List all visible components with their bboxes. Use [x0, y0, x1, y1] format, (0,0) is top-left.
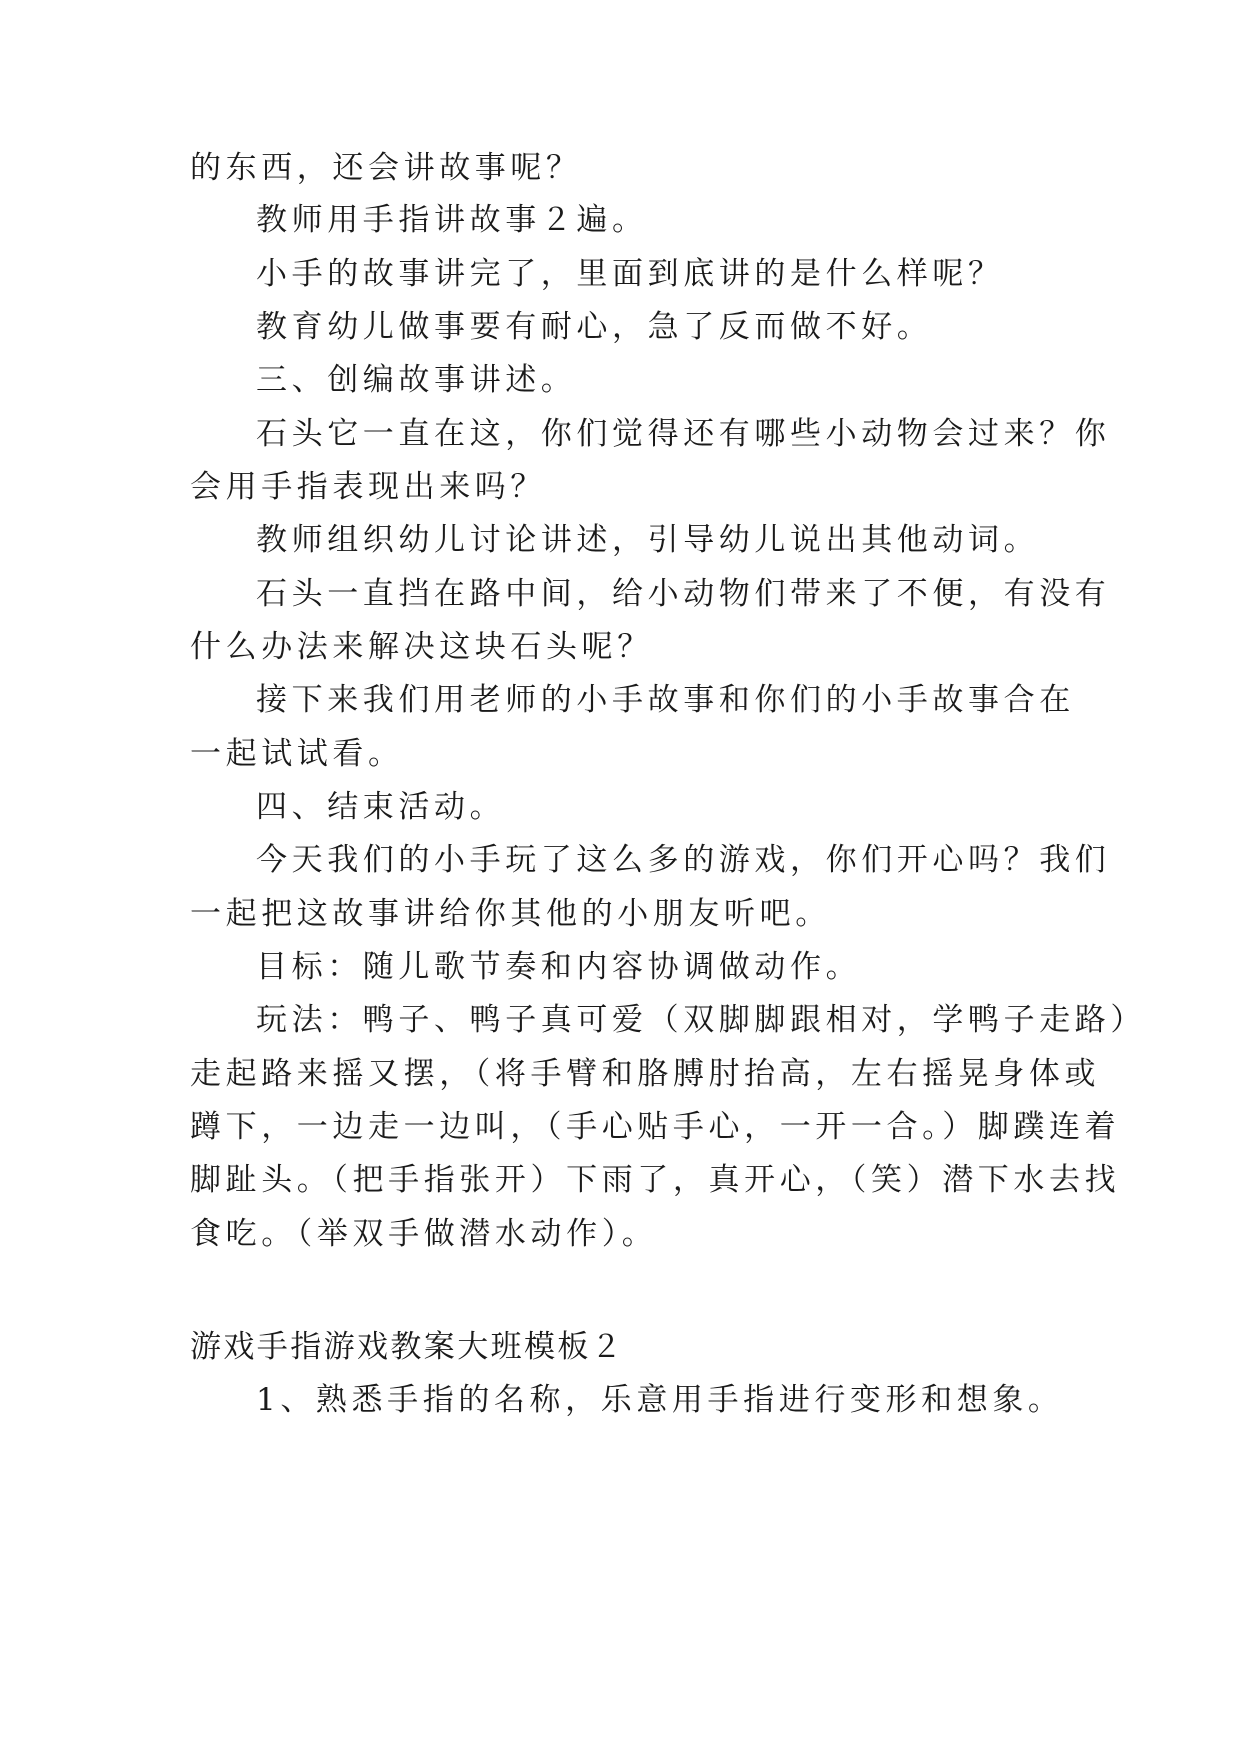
section-heading: 四、结束活动。 — [256, 789, 506, 825]
paragraph-line: 接下来我们用老师的小手故事和你们的小手故事合在 — [256, 682, 1075, 718]
section-title: 游戏手指游戏教案大班模板２ — [190, 1329, 625, 1365]
paragraph-line: 1、熟悉手指的名称，乐意用手指进行变形和想象。 — [256, 1382, 1064, 1418]
paragraph-line: 一起试试看。 — [190, 736, 404, 772]
paragraph-line: 脚趾头。（把手指张开）下雨了，真开心，（笑）潜下水去找 — [190, 1162, 1121, 1198]
section-heading: 三、创编故事讲述。 — [256, 362, 577, 398]
paragraph-line: 教师用手指讲故事２遍。 — [256, 202, 648, 238]
paragraph-line: 食吃。（举双手做潜水动作）。 — [190, 1216, 658, 1252]
paragraph-line: 一起把这故事讲给你其他的小朋友听吧。 — [190, 896, 831, 932]
paragraph-line: 什么办法来解决这块石头呢？ — [190, 629, 653, 665]
paragraph-line: 石头一直挡在路中间，给小动物们带来了不便，有没有 — [256, 576, 1111, 612]
paragraph-line: 教师组织幼儿讨论讲述，引导幼儿说出其他动词。 — [256, 522, 1040, 558]
paragraph-line: 教育幼儿做事要有耐心，急了反而做不好。 — [256, 309, 933, 345]
paragraph-line: 小手的故事讲完了，里面到底讲的是什么样呢？ — [256, 256, 1004, 292]
paragraph-line: 石头它一直在这，你们觉得还有哪些小动物会过来？你 — [256, 416, 1111, 452]
paragraph-line: 今天我们的小手玩了这么多的游戏，你们开心吗？我们 — [256, 842, 1111, 878]
paragraph-line: 目标：随儿歌节奏和内容协调做动作。 — [256, 949, 862, 985]
paragraph-line: 会用手指表现出来吗？ — [190, 469, 546, 505]
paragraph-line: 玩法：鸭子、鸭子真可爱（双脚脚跟相对，学鸭子走路） — [256, 1002, 1146, 1038]
paragraph-line: 蹲下，一边走一边叫，（手心贴手心，一开一合。）脚蹼连着 — [190, 1109, 1121, 1145]
paragraph-line: 走起路来摇又摆，（将手臂和胳膊肘抬高，左右摇晃身体或 — [190, 1056, 1101, 1092]
paragraph-line: 的东西，还会讲故事呢？ — [190, 150, 582, 186]
